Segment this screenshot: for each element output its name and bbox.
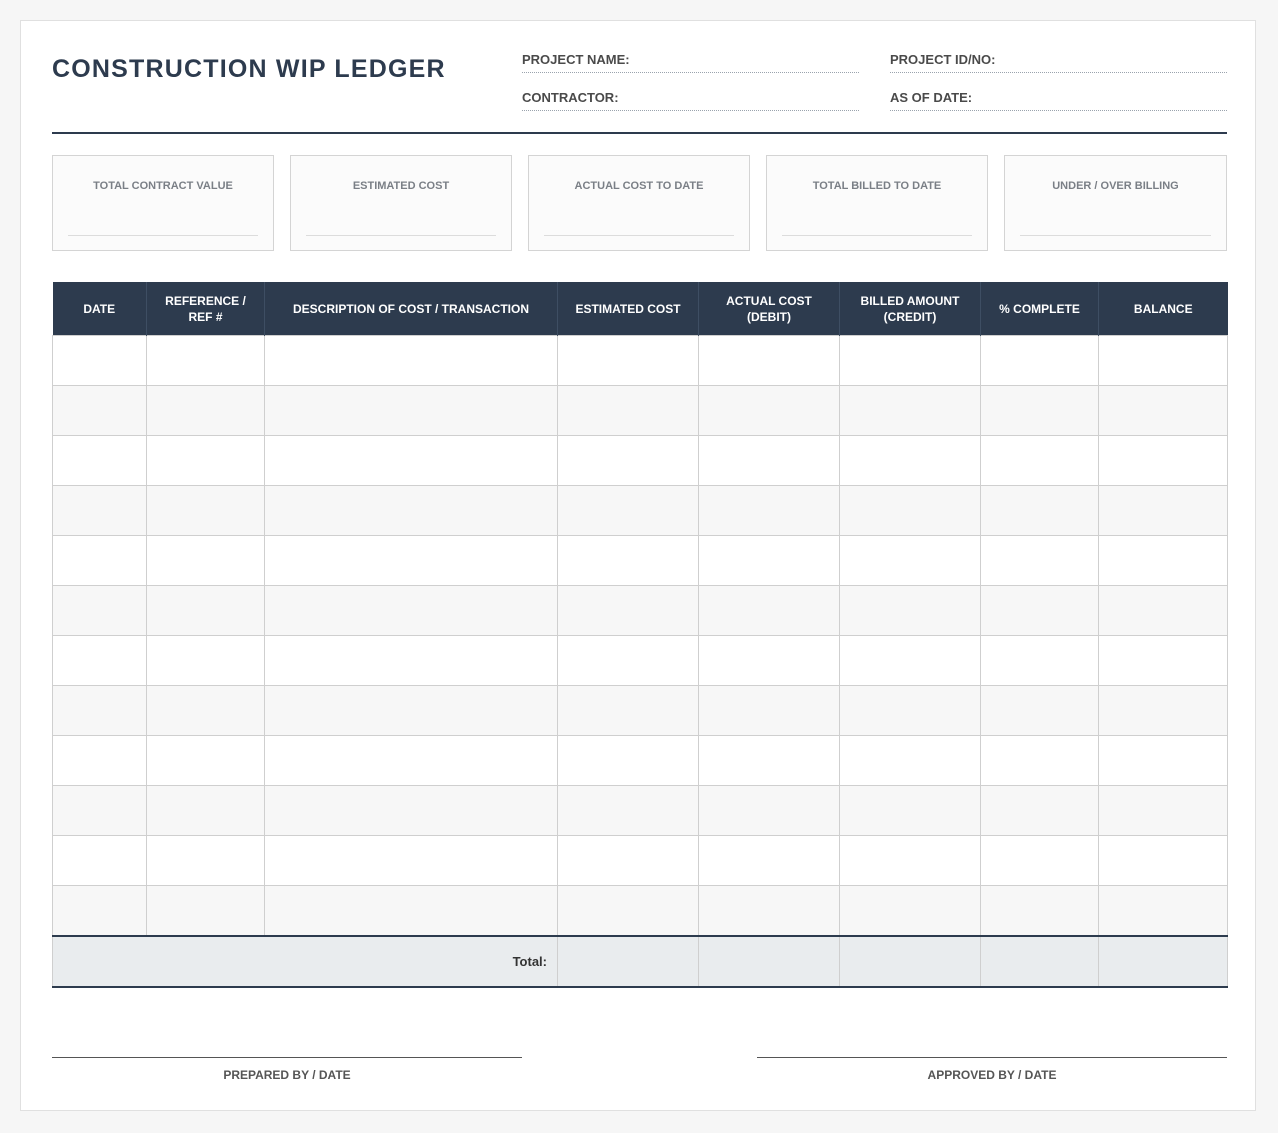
cell-balance[interactable]: [1099, 436, 1228, 486]
cell-actual-cost[interactable]: [699, 686, 840, 736]
table-row: [53, 736, 1228, 786]
total-percent-complete[interactable]: [981, 936, 1099, 987]
cell-estimated-cost[interactable]: [558, 486, 699, 536]
cell-date[interactable]: [53, 736, 147, 786]
cell-billed-amount[interactable]: [840, 586, 981, 636]
cell-description[interactable]: [265, 486, 558, 536]
summary-value-line: [782, 235, 972, 236]
table-row: [53, 386, 1228, 436]
cell-actual-cost[interactable]: [699, 886, 840, 937]
cell-description[interactable]: [265, 636, 558, 686]
cell-date[interactable]: [53, 836, 147, 886]
prepared-by-label: PREPARED BY / DATE: [223, 1068, 351, 1082]
cell-balance[interactable]: [1099, 836, 1228, 886]
cell-description[interactable]: [265, 886, 558, 937]
column-header-description: DESCRIPTION OF COST / TRANSACTION: [265, 282, 558, 336]
cell-billed-amount[interactable]: [840, 836, 981, 886]
cell-date[interactable]: [53, 636, 147, 686]
summary-total-contract-value[interactable]: [52, 155, 274, 251]
summary-under-over-billing[interactable]: [1004, 155, 1227, 251]
cell-reference[interactable]: [147, 786, 265, 836]
ledger-sheet: [20, 20, 1256, 1111]
cell-reference[interactable]: [147, 736, 265, 786]
cell-actual-cost[interactable]: [699, 436, 840, 486]
total-balance[interactable]: [1099, 936, 1228, 987]
cell-reference[interactable]: [147, 436, 265, 486]
cell-actual-cost[interactable]: [699, 336, 840, 386]
contractor-field[interactable]: [522, 90, 859, 111]
cell-percent-complete[interactable]: [981, 836, 1099, 886]
cell-billed-amount[interactable]: [840, 436, 981, 486]
cell-date[interactable]: [53, 886, 147, 937]
cell-billed-amount[interactable]: [840, 786, 981, 836]
page-title: CONSTRUCTION WIP LEDGER: [52, 55, 446, 83]
approved-by-signature-line[interactable]: [757, 1057, 1227, 1058]
table-row: [53, 636, 1228, 686]
cell-percent-complete[interactable]: [981, 886, 1099, 937]
table-row: [53, 886, 1228, 937]
cell-actual-cost[interactable]: [699, 536, 840, 586]
header-divider: [52, 132, 1227, 134]
cell-estimated-cost[interactable]: [558, 636, 699, 686]
summary-label: TOTAL BILLED TO DATE: [812, 180, 942, 192]
cell-actual-cost[interactable]: [699, 636, 840, 686]
cell-percent-complete[interactable]: [981, 486, 1099, 536]
cell-billed-amount[interactable]: [840, 336, 981, 386]
table-row: [53, 536, 1228, 586]
cell-actual-cost[interactable]: [699, 786, 840, 836]
cell-percent-complete[interactable]: [981, 786, 1099, 836]
summary-label: UNDER / OVER BILLING: [1052, 180, 1179, 192]
table-row: [53, 436, 1228, 486]
cell-estimated-cost[interactable]: [558, 436, 699, 486]
total-label: Total:: [53, 936, 558, 987]
cell-description[interactable]: [265, 336, 558, 386]
approved-by-label: APPROVED BY / DATE: [927, 1068, 1057, 1082]
cell-balance[interactable]: [1099, 486, 1228, 536]
cell-percent-complete[interactable]: [981, 686, 1099, 736]
total-estimated-cost[interactable]: [558, 936, 699, 987]
summary-value-line: [1020, 235, 1211, 236]
summary-label: ACTUAL COST TO DATE: [574, 180, 704, 192]
project-name-label: PROJECT NAME:: [522, 52, 630, 67]
cell-reference[interactable]: [147, 886, 265, 937]
cell-date[interactable]: [53, 686, 147, 736]
cell-actual-cost[interactable]: [699, 736, 840, 786]
cell-balance[interactable]: [1099, 736, 1228, 786]
cell-balance[interactable]: [1099, 686, 1228, 736]
cell-percent-complete[interactable]: [981, 536, 1099, 586]
cell-reference[interactable]: [147, 636, 265, 686]
column-header-date: DATE: [53, 282, 147, 336]
table-row: [53, 786, 1228, 836]
cell-actual-cost[interactable]: [699, 586, 840, 636]
cell-balance[interactable]: [1099, 636, 1228, 686]
cell-description[interactable]: [265, 686, 558, 736]
cell-balance[interactable]: [1099, 586, 1228, 636]
cell-actual-cost[interactable]: [699, 486, 840, 536]
cell-estimated-cost[interactable]: [558, 336, 699, 386]
cell-reference[interactable]: [147, 836, 265, 886]
cell-balance[interactable]: [1099, 786, 1228, 836]
cell-description[interactable]: [265, 786, 558, 836]
table-row: [53, 486, 1228, 536]
cell-actual-cost[interactable]: [699, 836, 840, 886]
column-header-billed-amount: BILLED AMOUNT (CREDIT): [840, 282, 981, 336]
column-header-actual-cost: ACTUAL COST (DEBIT): [699, 282, 840, 336]
cell-estimated-cost[interactable]: [558, 836, 699, 886]
cell-reference[interactable]: [147, 536, 265, 586]
cell-percent-complete[interactable]: [981, 436, 1099, 486]
prepared-by-signature-line[interactable]: [52, 1057, 522, 1058]
cell-billed-amount[interactable]: [840, 686, 981, 736]
column-header-reference: REFERENCE / REF #: [147, 282, 265, 336]
cell-billed-amount[interactable]: [840, 736, 981, 786]
as-of-date-field[interactable]: [890, 90, 1227, 111]
cell-estimated-cost[interactable]: [558, 536, 699, 586]
summary-label: TOTAL CONTRACT VALUE: [93, 180, 233, 192]
ledger-body: [53, 336, 1228, 937]
cell-description[interactable]: [265, 436, 558, 486]
cell-date[interactable]: [53, 536, 147, 586]
contractor-label: CONTRACTOR:: [522, 90, 619, 105]
summary-total-billed-to-date[interactable]: [766, 155, 988, 251]
cell-billed-amount[interactable]: [840, 536, 981, 586]
cell-balance[interactable]: [1099, 886, 1228, 937]
as-of-date-label: AS OF DATE:: [890, 90, 973, 105]
total-billed-amount[interactable]: [840, 936, 981, 987]
cell-description[interactable]: [265, 736, 558, 786]
cell-percent-complete[interactable]: [981, 336, 1099, 386]
cell-estimated-cost[interactable]: [558, 686, 699, 736]
cell-billed-amount[interactable]: [840, 486, 981, 536]
cell-date[interactable]: [53, 586, 147, 636]
cell-reference[interactable]: [147, 486, 265, 536]
cell-billed-amount[interactable]: [840, 386, 981, 436]
ledger-table: [52, 282, 1228, 988]
cell-description[interactable]: [265, 586, 558, 636]
cell-date[interactable]: [53, 486, 147, 536]
cell-reference[interactable]: [147, 386, 265, 436]
total-row: [53, 936, 1228, 987]
cell-estimated-cost[interactable]: [558, 736, 699, 786]
project-id-label: PROJECT ID/NO:: [890, 52, 996, 67]
cell-date[interactable]: [53, 336, 147, 386]
project-name-field[interactable]: [522, 52, 859, 73]
ledger-header-row: [53, 282, 1228, 336]
summary-value-line: [68, 235, 258, 236]
cell-percent-complete[interactable]: [981, 586, 1099, 636]
cell-billed-amount[interactable]: [840, 636, 981, 686]
cell-description[interactable]: [265, 536, 558, 586]
cell-percent-complete[interactable]: [981, 636, 1099, 686]
table-row: [53, 686, 1228, 736]
cell-date[interactable]: [53, 386, 147, 436]
column-header-percent-complete: % COMPLETE: [981, 282, 1099, 336]
total-actual-cost[interactable]: [699, 936, 840, 987]
summary-value-line: [544, 235, 734, 236]
table-row: [53, 336, 1228, 386]
cell-estimated-cost[interactable]: [558, 786, 699, 836]
summary-value-line: [306, 235, 496, 236]
cell-reference[interactable]: [147, 586, 265, 636]
cell-balance[interactable]: [1099, 336, 1228, 386]
summary-label: ESTIMATED COST: [352, 180, 450, 192]
table-row: [53, 586, 1228, 636]
cell-date[interactable]: [53, 436, 147, 486]
cell-date[interactable]: [53, 786, 147, 836]
table-row: [53, 836, 1228, 886]
cell-balance[interactable]: [1099, 386, 1228, 436]
column-header-balance: BALANCE: [1099, 282, 1228, 336]
cell-description[interactable]: [265, 836, 558, 886]
cell-percent-complete[interactable]: [981, 386, 1099, 436]
cell-billed-amount[interactable]: [840, 886, 981, 937]
cell-estimated-cost[interactable]: [558, 386, 699, 436]
cell-description[interactable]: [265, 386, 558, 436]
summary-actual-cost-to-date[interactable]: [528, 155, 750, 251]
cell-balance[interactable]: [1099, 536, 1228, 586]
project-id-field[interactable]: [890, 52, 1227, 73]
cell-reference[interactable]: [147, 686, 265, 736]
cell-actual-cost[interactable]: [699, 386, 840, 436]
column-header-estimated-cost: ESTIMATED COST: [558, 282, 699, 336]
cell-estimated-cost[interactable]: [558, 886, 699, 937]
cell-reference[interactable]: [147, 336, 265, 386]
cell-estimated-cost[interactable]: [558, 586, 699, 636]
summary-estimated-cost[interactable]: [290, 155, 512, 251]
cell-percent-complete[interactable]: [981, 736, 1099, 786]
